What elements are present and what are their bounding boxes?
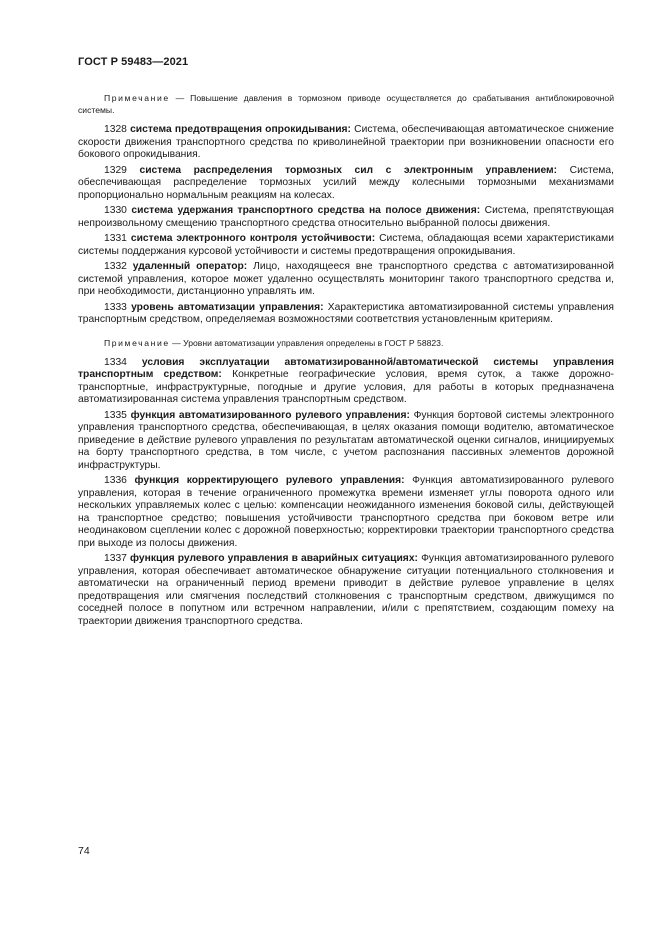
note-label: Примечание [104, 337, 170, 348]
term-name: уровень автоматизации управления: [131, 301, 324, 313]
term-number: 1333 [104, 301, 127, 313]
term-number: 1331 [104, 233, 127, 244]
term-number: 1329 [104, 164, 127, 176]
note-label: Примечание [104, 93, 170, 103]
term-number: 1335 [104, 409, 127, 421]
note [78, 337, 614, 349]
term-definition: Система, обеспечивающая распределение тормозных усилий между колесными тормозными механизмами пропорционально нормальным реакциям на колесах. [78, 164, 614, 201]
note [78, 92, 614, 116]
term-number: 1334 [104, 356, 127, 368]
document-page [78, 56, 614, 631]
term-entry [78, 233, 614, 258]
term-name: система предотвращения опрокидывания: [130, 124, 351, 135]
term-definition: Система, обеспечивающая автоматическое снижение скорости движения транспортного средства по криволинейной траектории при возникновении опасности его бокового опрокидывания. [78, 124, 614, 160]
term-definition: Характеристика автоматизированной системы управления транспортным средством, определяемая возможностями соответствия установленным критериям. [78, 301, 614, 325]
term-definition: Система, препятствующая непроизвольному смещению транспортного средства относительно выбранной полосы движения. [78, 205, 614, 229]
term-definition: Система, обладающая всеми характеристиками системы поддержания курсовой устойчивости и системы предотвращения опрокидывания. [78, 233, 614, 257]
term-number: 1328 [104, 124, 127, 135]
term-definition: Функция бортовой системы электронного управления транспортного средства, обеспечивающая, в целях оказания помощи водителю, автоматическое приведение в действие рулевого управления по результатам автоматической оценки сигналов, инициируемых на борту транспортного средства, в том числе, с учетом распознания пассивных элементов дорожной инфраструктуры. [78, 409, 614, 471]
term-number: 1337 [104, 553, 127, 564]
term-name: система распределения тормозных сил с электронным управлением: [139, 164, 558, 176]
note-text: — Уровни автоматизации управления определены в ГОСТ Р 58823. [172, 337, 444, 348]
term-entry [78, 475, 614, 550]
term-entry [78, 302, 614, 327]
term-number: 1336 [104, 475, 127, 486]
term-name: функция автоматизированного рулевого управления: [130, 409, 410, 421]
term-name: система удержания транспортного средства на полосе движения: [131, 205, 481, 216]
term-entry [78, 124, 614, 162]
term-entry [78, 357, 614, 407]
page-number: 74 [78, 845, 90, 857]
term-name: функция рулевого управления в аварийных ситуациях: [130, 553, 418, 564]
term-definition: Лицо, находящееся вне транспортного средства с автоматизированной системой управления, которое может удаленно осуществлять мониторинг такого транспортного средства и, при необходимости, дистанционно управлять им. [78, 261, 614, 297]
note-text: — Повышение давления в тормозном приводе осуществляется до срабатывания антиблокировочной системы. [78, 93, 615, 115]
term-entry [78, 205, 614, 230]
term-name: удаленный оператор: [132, 261, 248, 272]
term-number: 1332 [104, 261, 127, 272]
term-number: 1330 [104, 205, 127, 216]
term-name: функция корректирующего рулевого управления: [134, 475, 405, 486]
term-definition: Функция автоматизированного рулевого управления, которая обеспечивает автоматическое обнаружение ситуации потенциального столкновения и автоматически на ограниченный период времени приводит в действие рулевое управление в целях предотвращения или смягчения последствий столкновения с транспортным средством, движущимся по соседней полосе в попутном или встречном направлении, и/или с препятствием, создающим помеху на траектории движения транспортного средства. [78, 553, 614, 627]
term-definition: Функция автоматизированного рулевого управления, которая в течение ограниченного промежутка времени изменяет углы поворота одного или нескольких управляемых колес с целью: компенсации неожиданного изменения боковой силы, действующей на транспортное средство; повышения устойчивости транспортного средства при боковом ветре или неодинаковом сцеплении колес с дорожной поверхностью; корректировки траектории транспортного средства при выходе из полосы движения. [78, 475, 614, 549]
document-header: ГОСТ Р 59483—2021 [78, 56, 189, 68]
term-name: система электронного контроля устойчивости: [130, 233, 376, 244]
term-entry [78, 553, 614, 628]
term-entry [78, 165, 614, 203]
term-definition: Конкретные географические условия, время суток, а также дорожно-транспортные, инфраструктурные, погодные и другие условия, для работы в которых предназначена автоматизированная система управления транспортным средством. [78, 369, 614, 405]
term-entry [78, 410, 614, 473]
term-entry [78, 261, 614, 299]
term-name: условия эксплуатации автоматизированной/автоматической системы управления транспортным средством: [78, 356, 614, 380]
